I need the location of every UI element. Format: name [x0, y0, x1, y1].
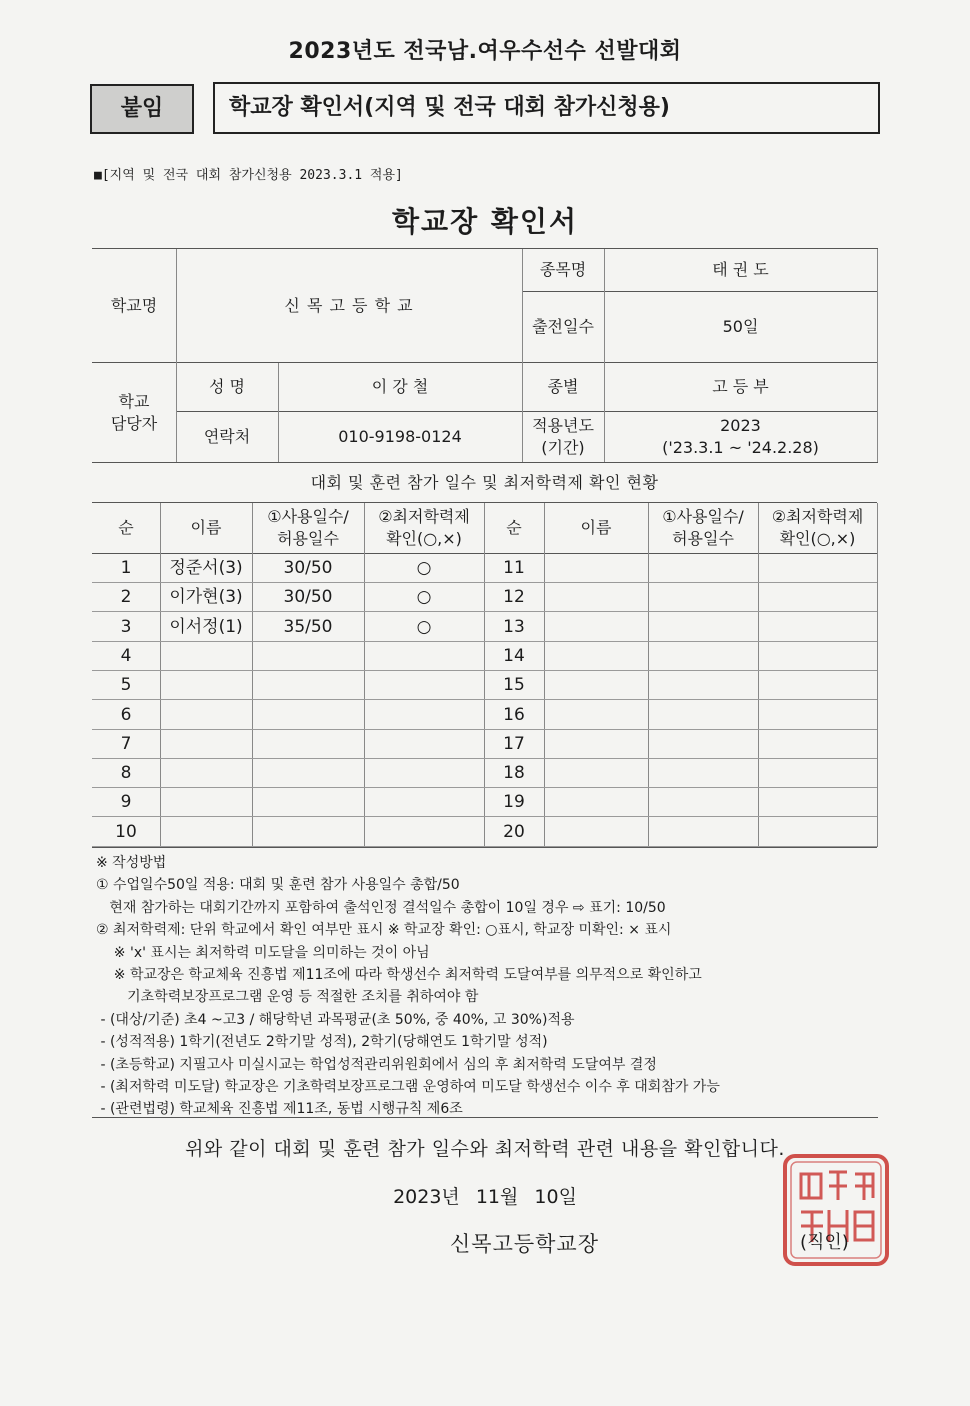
used-days	[252, 701, 364, 730]
min-grade-check: ○	[416, 558, 432, 578]
row-number-right: 15	[503, 675, 525, 696]
contact-value: 010-9198-0124	[338, 426, 462, 446]
document-title: 학교장 확인서	[391, 205, 579, 238]
row-number-right: 11	[503, 558, 525, 578]
used-days	[252, 642, 364, 671]
row-number-right: 19	[503, 792, 525, 813]
table-row	[92, 583, 877, 612]
row-number-right: 17	[503, 733, 525, 754]
manager-label: 학교 담당자	[110, 391, 158, 433]
name-value: 이 강 철	[371, 377, 429, 396]
table-row	[92, 788, 877, 817]
instruction-line: - (성적적용) 1학기(전년도 2학기말 성적), 2학기(당해연도 1학기말 성적)	[96, 1034, 548, 1051]
athlete-name: 이가현(3)	[169, 587, 243, 608]
table-row	[92, 613, 877, 642]
attachment-tag: 붙임	[90, 84, 194, 134]
athlete-name	[160, 671, 252, 700]
attendance-label: 출전일수	[532, 316, 594, 336]
row-number: 8	[120, 763, 132, 784]
instruction-line: ※ 'x' 표시는 최저학력 미도달을 의미하는 것이 아님	[96, 944, 430, 961]
header-name: 이름	[190, 518, 222, 537]
table-row	[92, 759, 877, 788]
header-days: ①사용일수/ 허용일수	[267, 507, 349, 548]
instruction-line: - (최저학력 미도달) 학교장은 기초학력보장프로그램 운영하여 미도달 학생선수 이수 후 대회참가 가능	[96, 1079, 720, 1096]
header-check: ②최저학력제 확인(○,×)	[378, 507, 470, 548]
event-value: 태 권 도	[712, 260, 769, 279]
table-vline	[877, 503, 878, 847]
instruction-line: - (대상/기준) 초4 ~고3 / 해당학년 과목평균(초 50%, 중 40%, 고 30%)적용	[96, 1011, 575, 1028]
athlete-name	[160, 788, 252, 817]
instruction-line: ※ 학교장은 학교체육 진흥법 제11조에 따라 학생선수 최저학력 도달여부를 의무적으로 확인하고	[96, 967, 702, 984]
header-no: 순	[118, 518, 134, 537]
date-year: 2023년	[393, 1186, 460, 1208]
application-note: ■[지역 및 전국 대회 참가신청용 2023.3.1 적용]	[94, 168, 403, 183]
min-grade-check	[364, 730, 484, 759]
header-name-right: 이름	[580, 518, 612, 537]
athlete-name: 이서정(1)	[169, 616, 243, 637]
year-label: 적용년도 (기간)	[532, 415, 594, 457]
name-label: 성 명	[209, 377, 245, 396]
min-grade-check	[364, 759, 484, 788]
row-number: 1	[120, 558, 132, 578]
min-grade-check	[364, 701, 484, 730]
table-bottom-border	[92, 847, 877, 848]
division-label: 종별	[547, 377, 579, 396]
table-row	[92, 642, 877, 671]
contact-label: 연락처	[203, 426, 251, 446]
row-number-right: 14	[503, 645, 525, 666]
document-subtitle: 학교장 확인서(지역 및 전국 대회 참가신청용)	[213, 82, 880, 134]
instruction-line: - (관련법령) 학교체육 진흥법 제11조, 동법 시행규칙 제6조	[96, 1101, 463, 1118]
row-number-right: 18	[503, 763, 525, 784]
min-grade-check: ○	[416, 587, 432, 608]
athlete-name	[160, 642, 252, 671]
row-number-right: 13	[503, 616, 525, 637]
row-number-right: 20	[503, 821, 525, 842]
confirmation-statement: 위와 같이 대회 및 훈련 참가 일수와 최저학력 관련 내용을 확인합니다.	[185, 1138, 785, 1160]
used-days: 35/50	[283, 616, 333, 637]
section-title: 대회 및 훈련 참가 일수 및 최저학력제 확인 현황	[310, 473, 659, 492]
min-grade-check	[364, 788, 484, 817]
athlete-name	[160, 701, 252, 730]
attendance-value: 50일	[722, 316, 759, 336]
school-value: 신 목 고 등 학 교	[284, 295, 414, 315]
year-value: 2023 ('23.3.1 ~ '24.2.28)	[662, 415, 819, 457]
table-row	[92, 554, 877, 583]
min-grade-check	[364, 671, 484, 700]
row-number-right: 12	[503, 587, 525, 608]
table-row	[92, 701, 877, 730]
table-row	[92, 818, 877, 847]
table-row	[92, 671, 877, 700]
row-number-right: 16	[503, 704, 525, 725]
instruction-line: - (초등학교) 지필고사 미실시교는 학업성적관리위원회에서 심의 후 최저학력 도달여부 결정	[96, 1056, 657, 1073]
instruction-line: 현재 참가하는 대회기간까지 포함하여 출석인정 결석일수 총합이 10일 경우 ⇨ 표기: 10/50	[96, 899, 666, 916]
principal-signature: 신목고등학교장	[450, 1232, 600, 1256]
school-label: 학교명	[110, 295, 158, 315]
used-days	[252, 730, 364, 759]
division-value: 고 등 부	[712, 377, 769, 396]
instruction-line: ② 최저학력제: 단위 학교에서 확인 여부만 표시 ※ 학교장 확인: ○표시, 학교장 미확인: × 표시	[96, 922, 672, 939]
row-number: 7	[120, 733, 132, 754]
min-grade-check	[364, 642, 484, 671]
athlete-name	[160, 759, 252, 788]
row-number: 10	[115, 821, 137, 842]
used-days	[252, 671, 364, 700]
header-check-right: ②최저학력제 확인(○,×)	[771, 507, 864, 548]
info-vline	[877, 249, 878, 462]
used-days: 30/50	[283, 558, 333, 578]
date-month: 11월	[475, 1186, 519, 1208]
writing-instructions	[96, 852, 896, 1121]
used-days	[252, 759, 364, 788]
athlete-name	[160, 730, 252, 759]
date-day: 10일	[534, 1186, 577, 1208]
row-number: 4	[120, 645, 132, 666]
seal-label: (직인)	[800, 1232, 849, 1253]
header-no-right: 순	[506, 518, 522, 537]
row-number: 5	[120, 675, 132, 696]
min-grade-check: ○	[416, 616, 432, 637]
row-number: 6	[120, 704, 132, 725]
row-number: 3	[120, 616, 132, 637]
info-bottom-border	[92, 462, 878, 463]
used-days	[252, 788, 364, 817]
notes-divider	[92, 1117, 878, 1118]
instruction-line: ※ 작성방법	[96, 855, 167, 871]
row-number: 9	[120, 792, 132, 813]
row-number: 2	[120, 587, 132, 608]
instruction-line: ① 수업일수50일 적용: 대회 및 훈련 참가 사용일수 총합/50	[96, 877, 460, 894]
header-days-right: ①사용일수/ 허용일수	[662, 507, 744, 548]
athlete-name: 정준서(3)	[169, 558, 243, 578]
instruction-line: 기초학력보장프로그램 운영 등 적절한 조치를 취하여야 함	[96, 989, 479, 1006]
main-title: 2023년도 전국남.여우수선수 선발대회	[288, 39, 682, 64]
min-grade-check	[364, 818, 484, 847]
table-row	[92, 730, 877, 759]
used-days: 30/50	[283, 587, 333, 608]
used-days	[252, 818, 364, 847]
event-label: 종목명	[539, 260, 587, 279]
athlete-name	[160, 818, 252, 847]
